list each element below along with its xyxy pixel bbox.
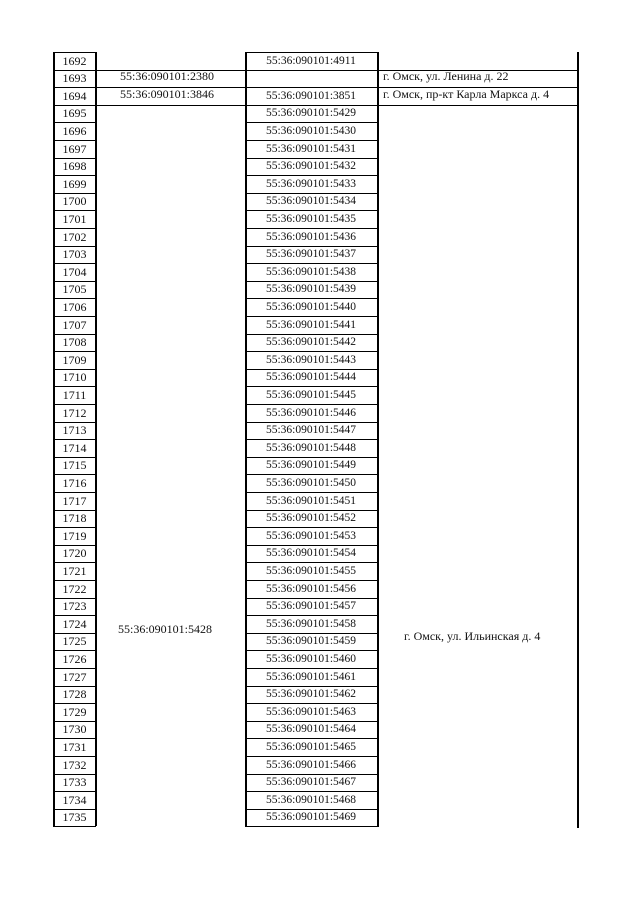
room-cadastral-number: 55:36:090101:5463 bbox=[265, 705, 357, 718]
room-cadastral-number: 55:36:090101:5455 bbox=[265, 564, 357, 577]
row-number: 1714 bbox=[62, 440, 87, 455]
row-number: 1699 bbox=[62, 176, 87, 191]
room-cadastral-number: 55:36:090101:5469 bbox=[265, 811, 357, 824]
row-number: 1734 bbox=[62, 792, 87, 807]
row-number: 1706 bbox=[62, 299, 87, 314]
address-1694: г. Омск, пр-кт Карла Маркса д. 4 bbox=[383, 87, 550, 101]
row-number: 1692 bbox=[62, 53, 87, 68]
row-number: 1707 bbox=[62, 317, 87, 332]
room-cadastral-number: 55:36:090101:5429 bbox=[265, 107, 357, 120]
room-cadastral-number: 55:36:090101:5446 bbox=[265, 406, 357, 419]
room-cadastral-number: 55:36:090101:5430 bbox=[265, 124, 357, 137]
row-number: 1718 bbox=[62, 511, 87, 526]
row-number: 1728 bbox=[62, 687, 87, 702]
grid-line-horizontal bbox=[245, 70, 379, 71]
grid-line-vertical bbox=[577, 52, 579, 828]
room-cadastral-number: 55:36:090101:5437 bbox=[265, 248, 357, 261]
building-cad-1693: 55:36:090101:2380 bbox=[120, 69, 215, 83]
row-number: 1696 bbox=[62, 123, 87, 138]
room-cadastral-number: 55:36:090101:5465 bbox=[265, 740, 357, 753]
row-number: 1731 bbox=[62, 739, 87, 754]
row-number: 1695 bbox=[62, 106, 87, 121]
grid-line-horizontal bbox=[245, 826, 379, 827]
row-number: 1720 bbox=[62, 546, 87, 561]
room-cadastral-number: 55:36:090101:5439 bbox=[265, 283, 357, 296]
room-cadastral-number: 55:36:090101:5454 bbox=[265, 547, 357, 560]
room-cadastral-number: 55:36:090101:5464 bbox=[265, 723, 357, 736]
room-cadastral-number: 55:36:090101:5447 bbox=[265, 424, 357, 437]
room-cadastral-number: 55:36:090101:5440 bbox=[265, 300, 357, 313]
row-number: 1729 bbox=[62, 704, 87, 719]
room-cadastral-number: 55:36:090101:5435 bbox=[265, 212, 357, 225]
address-merged: г. Омск, ул. Ильинская д. 4 bbox=[404, 629, 541, 643]
row-number: 1694 bbox=[62, 88, 87, 103]
row-number: 1703 bbox=[62, 247, 87, 262]
room-cadastral-number: 55:36:090101:5462 bbox=[265, 688, 357, 701]
row-number: 1705 bbox=[62, 282, 87, 297]
row-number: 1697 bbox=[62, 141, 87, 156]
room-cadastral-number: 55:36:090101:5451 bbox=[265, 494, 357, 507]
row-number: 1726 bbox=[62, 651, 87, 666]
address-1693: г. Омск, ул. Ленина д. 22 bbox=[383, 69, 509, 83]
room-cadastral-number: 55:36:090101:5442 bbox=[265, 336, 357, 349]
room-cadastral-number: 55:36:090101:5431 bbox=[265, 142, 357, 155]
row-number: 1722 bbox=[62, 581, 87, 596]
row-number: 1725 bbox=[62, 634, 87, 649]
room-cadastral-number: 55:36:090101:5467 bbox=[265, 776, 357, 789]
row-number: 1709 bbox=[62, 352, 87, 367]
room-cadastral-number: 55:36:090101:5456 bbox=[265, 582, 357, 595]
row-number: 1711 bbox=[62, 387, 87, 402]
room-cadastral-number: 55:36:090101:5434 bbox=[265, 195, 357, 208]
room-cadastral-number: 55:36:090101:5461 bbox=[265, 670, 357, 683]
room-cadastral-number: 55:36:090101:5457 bbox=[265, 600, 357, 613]
row-number: 1701 bbox=[62, 211, 87, 226]
row-number: 1700 bbox=[62, 194, 87, 209]
room-cadastral-number: 55:36:090101:5458 bbox=[265, 617, 357, 630]
room-cadastral-number: 55:36:090101:5449 bbox=[265, 459, 357, 472]
row-number: 1698 bbox=[62, 159, 87, 174]
room-cadastral-number: 55:36:090101:5460 bbox=[265, 652, 357, 665]
grid-line-horizontal bbox=[95, 105, 247, 106]
row-number: 1733 bbox=[62, 775, 87, 790]
room-cadastral-number: 55:36:090101:5445 bbox=[265, 388, 357, 401]
row-number: 1710 bbox=[62, 370, 87, 385]
room-cadastral-number: 55:36:090101:3851 bbox=[265, 89, 357, 102]
room-cadastral-number: 55:36:090101:5433 bbox=[265, 177, 357, 190]
room-cadastral-number: 55:36:090101:5432 bbox=[265, 160, 357, 173]
building-cad-merged: 55:36:090101:5428 bbox=[118, 622, 213, 636]
room-cadastral-number: 55:36:090101:5466 bbox=[265, 758, 357, 771]
row-number: 1708 bbox=[62, 335, 87, 350]
room-cadastral-number: 55:36:090101:5450 bbox=[265, 476, 357, 489]
room-cadastral-number: 55:36:090101:5448 bbox=[265, 441, 357, 454]
row-number: 1721 bbox=[62, 563, 87, 578]
row-number: 1717 bbox=[62, 493, 87, 508]
room-cadastral-number: 55:36:090101:5468 bbox=[265, 793, 357, 806]
room-cadastral-number: 55:36:090101:5441 bbox=[265, 318, 357, 331]
row-number: 1716 bbox=[62, 475, 87, 490]
grid-line-horizontal bbox=[377, 105, 579, 106]
row-number: 1735 bbox=[62, 810, 87, 825]
row-number: 1732 bbox=[62, 757, 87, 772]
room-cadastral-number: 55:36:090101:5452 bbox=[265, 512, 357, 525]
building-cad-1694: 55:36:090101:3846 bbox=[120, 87, 215, 101]
row-number: 1713 bbox=[62, 423, 87, 438]
room-cadastral-number: 55:36:090101:5443 bbox=[265, 353, 357, 366]
room-cadastral-number: 55:36:090101:5436 bbox=[265, 230, 357, 243]
row-number: 1730 bbox=[62, 722, 87, 737]
grid-line-horizontal bbox=[53, 826, 96, 827]
room-cadastral-number: 55:36:090101:4911 bbox=[266, 54, 356, 67]
room-cadastral-number: 55:36:090101:5438 bbox=[265, 265, 357, 278]
row-number: 1719 bbox=[62, 528, 87, 543]
row-number: 1723 bbox=[62, 599, 87, 614]
row-number: 1724 bbox=[62, 616, 87, 631]
row-number: 1704 bbox=[62, 264, 87, 279]
row-number: 1702 bbox=[62, 229, 87, 244]
room-cadastral-number: 55:36:090101:5459 bbox=[265, 635, 357, 648]
row-number: 1693 bbox=[62, 71, 87, 86]
row-number: 1715 bbox=[62, 458, 87, 473]
room-cadastral-number: 55:36:090101:5453 bbox=[265, 529, 357, 542]
room-cadastral-number: 55:36:090101:5444 bbox=[265, 371, 357, 384]
row-number: 1712 bbox=[62, 405, 87, 420]
row-number: 1727 bbox=[62, 669, 87, 684]
